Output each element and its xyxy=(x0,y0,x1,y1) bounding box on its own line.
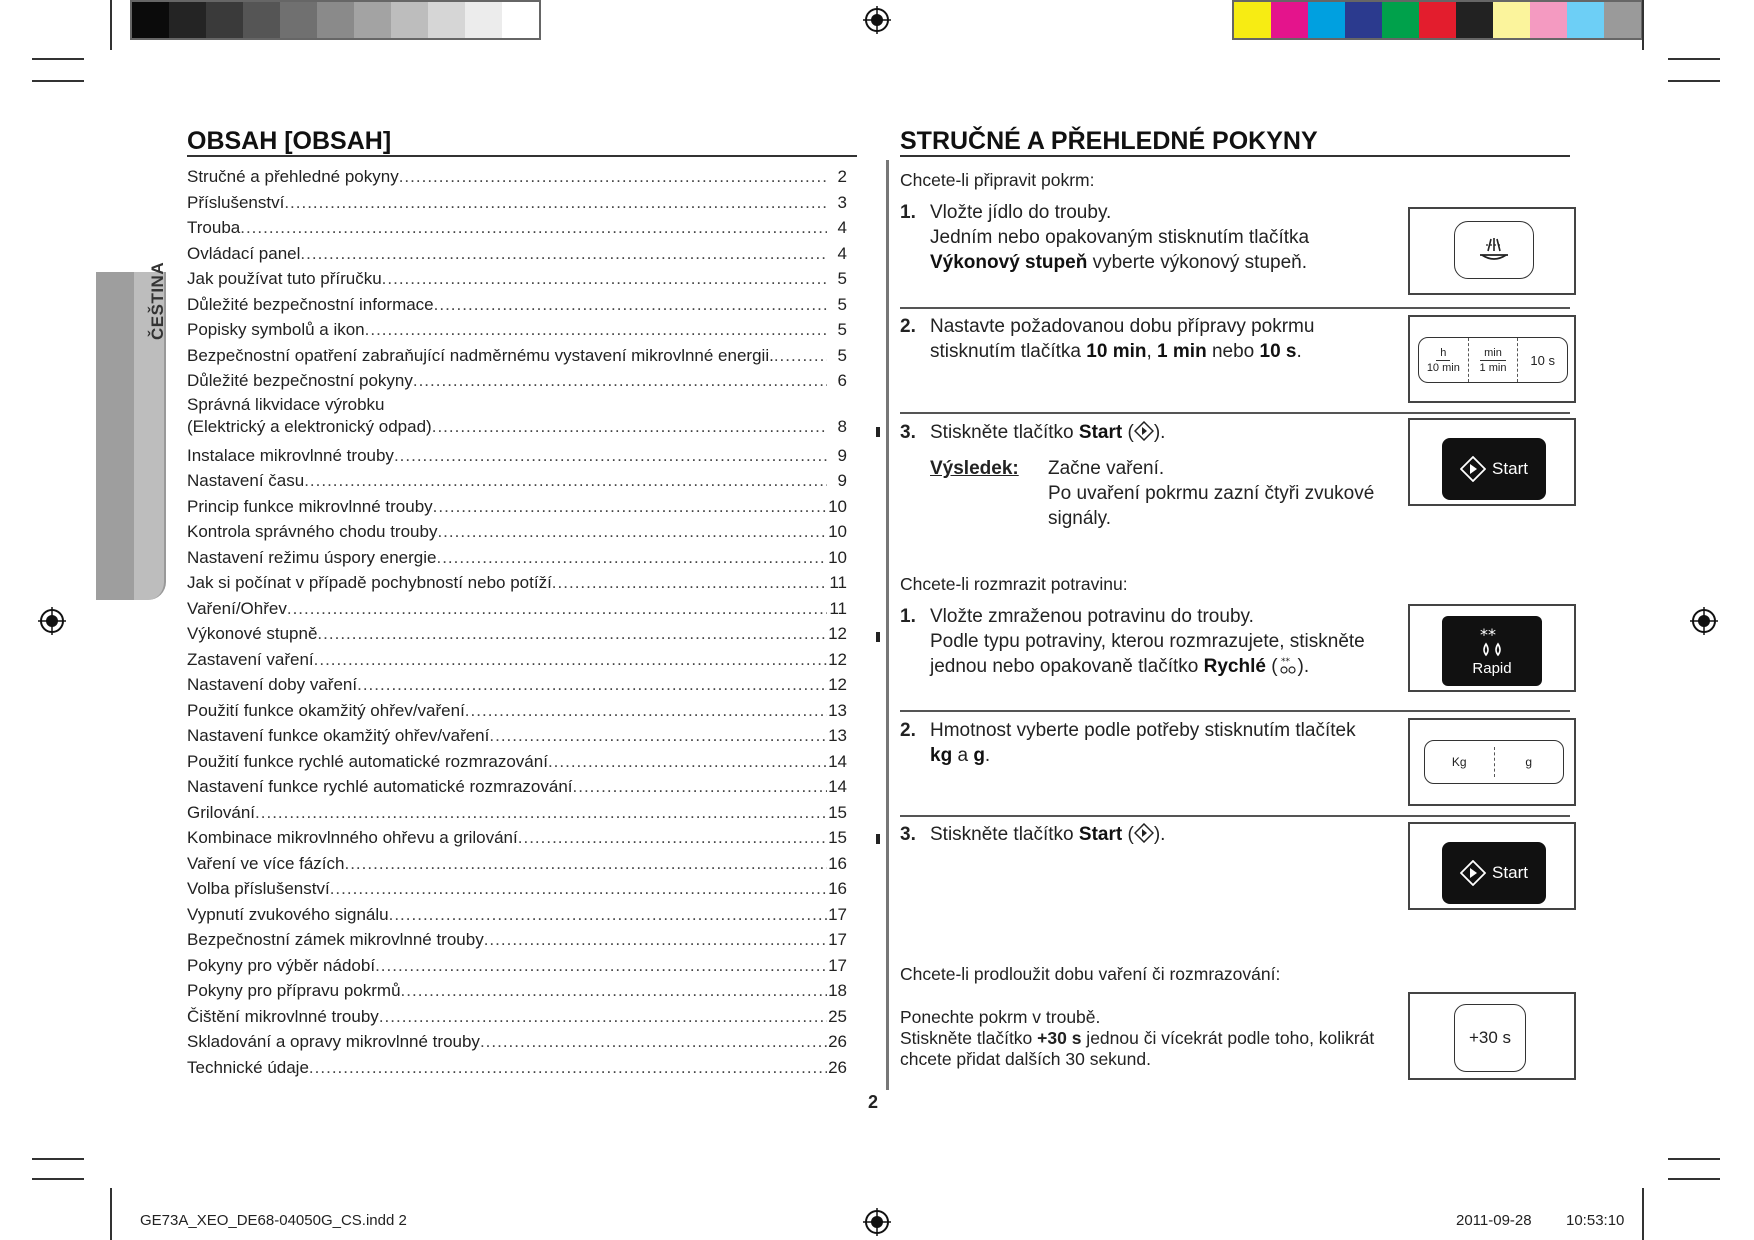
quick-guide-title: STRUČNÉ A PŘEHLEDNÉ POKYNY xyxy=(900,127,1318,155)
start-label: Start xyxy=(1078,422,1123,443)
quick-guide-title-rule xyxy=(900,155,1570,157)
plus30-panel xyxy=(1408,992,1576,1080)
toc-entry-label: Instalace mikrovlnné trouby xyxy=(187,445,394,465)
color-calibration-bar xyxy=(1232,0,1643,40)
crop-mark xyxy=(32,58,84,60)
toc-entry xyxy=(187,825,847,851)
start-label: Start xyxy=(1078,824,1123,845)
toc-leader-dots xyxy=(774,343,827,369)
toc-leader-dots xyxy=(330,876,827,902)
toc-leader-dots xyxy=(465,698,827,724)
toc-entry-label: Popisky symbolů a ikon xyxy=(187,320,365,339)
toc-entry xyxy=(187,621,847,647)
step-text: Jedním nebo opakovaným stisknutím tlačítka xyxy=(930,227,1310,248)
toc-entry-label: Důležité bezpečnostní pokyny xyxy=(187,371,413,390)
toc-entry-label: Nastavení doby vaření xyxy=(187,675,358,694)
color-swatch xyxy=(1530,2,1567,38)
toc-entry-label: Jak používat tuto příručku xyxy=(187,269,382,288)
toc-entry xyxy=(187,292,847,318)
page-number: 2 xyxy=(868,1092,879,1112)
table-of-contents xyxy=(187,164,847,1080)
color-swatch xyxy=(391,2,428,38)
time-buttons xyxy=(1418,337,1568,383)
toc-entry xyxy=(187,443,847,469)
toc-entry xyxy=(187,723,847,749)
toc-entry xyxy=(187,698,847,724)
toc-entry-label: Vaření/Ohřev xyxy=(187,598,287,618)
color-swatch xyxy=(1493,2,1530,38)
toc-entry xyxy=(187,343,847,369)
color-swatch xyxy=(1271,2,1308,38)
toc-entry-label: Jak si počínat v případě pochybností nebo potíží xyxy=(187,573,552,592)
toc-entry-label: Nastavení funkce okamžitý ohřev/vaření xyxy=(187,726,490,745)
crop-mark xyxy=(1642,0,1644,50)
toc-entry-label: Nastavení času xyxy=(187,471,305,490)
toc-leader-dots xyxy=(317,621,827,647)
step-text: ( xyxy=(1122,824,1134,845)
registration-mark-left xyxy=(38,607,66,635)
step-number: 3. xyxy=(900,422,916,443)
color-swatch xyxy=(243,2,280,38)
step-number: 3. xyxy=(900,824,916,845)
toc-entry-page: 5 xyxy=(837,269,847,288)
step-number: 2. xyxy=(900,720,916,741)
toc-entry xyxy=(187,468,847,494)
time-panel xyxy=(1408,315,1576,403)
toc-entry xyxy=(187,1004,847,1030)
color-swatch xyxy=(428,2,465,38)
cook-step-3 xyxy=(900,420,1400,445)
toc-entry-page: 4 xyxy=(837,218,847,237)
toc-entry-page: 9 xyxy=(837,471,847,490)
toc-entry-page: 13 xyxy=(828,726,847,745)
toc-leader-dots xyxy=(375,953,827,979)
step-text: . xyxy=(984,745,991,766)
toc-leader-dots xyxy=(437,519,827,545)
color-swatch xyxy=(317,2,354,38)
toc-entry xyxy=(187,953,847,979)
toc-entry xyxy=(187,519,847,545)
toc-title: OBSAH [OBSAH] xyxy=(187,127,392,155)
toc-leader-dots xyxy=(484,927,827,953)
footer-date: 2011-09-28 xyxy=(1456,1212,1532,1229)
toc-entry xyxy=(187,876,847,902)
margin-marker xyxy=(876,834,880,844)
rapid-panel xyxy=(1408,604,1576,692)
gray-calibration-bar xyxy=(130,0,541,40)
toc-leader-dots xyxy=(394,443,827,469)
defrost-intro: Chcete-li rozmrazit potravinu: xyxy=(900,574,1128,594)
toc-entry xyxy=(187,647,847,673)
registration-mark-bottom xyxy=(863,1208,891,1236)
toc-entry-label: Stručné a přehledné pokyny xyxy=(187,167,399,186)
toc-entry xyxy=(187,190,847,216)
toc-entry-label: Ovládací panel xyxy=(187,243,301,263)
time-1min-label: 1 min xyxy=(1157,341,1207,362)
toc-entry-page: 16 xyxy=(828,879,847,898)
svg-text:**: ** xyxy=(1280,657,1290,667)
toc-leader-dots xyxy=(436,545,827,571)
toc-entry-label: Kombinace mikrovlnného ohřevu a grilování xyxy=(187,828,518,847)
toc-entry-label: Vaření ve více fázích xyxy=(187,853,345,873)
toc-entry xyxy=(187,266,847,292)
toc-leader-dots xyxy=(548,749,827,775)
toc-entry xyxy=(187,215,847,241)
extend-line: Ponechte pokrm v troubě. xyxy=(900,1007,1101,1027)
color-swatch xyxy=(465,2,502,38)
defrost-icon xyxy=(1278,655,1298,675)
toc-entry-label: Trouba xyxy=(187,218,241,237)
toc-entry-page: 26 xyxy=(828,1057,847,1077)
toc-entry-page: 12 xyxy=(828,675,847,694)
registration-mark-right xyxy=(1690,607,1718,635)
toc-entry-page: 5 xyxy=(837,294,847,314)
toc-entry-page: 14 xyxy=(828,777,847,796)
toc-leader-dots xyxy=(432,416,827,438)
plus30-label: +30 s xyxy=(1037,1028,1082,1048)
column-divider xyxy=(886,160,889,1090)
toc-leader-dots xyxy=(314,647,827,673)
g-button: g xyxy=(1525,755,1533,769)
toc-entry-page: 17 xyxy=(828,930,847,949)
toc-entry xyxy=(187,1055,847,1081)
step-text: ). xyxy=(1153,422,1166,443)
toc-entry xyxy=(187,800,847,826)
step-text: Stiskněte tlačítko xyxy=(930,824,1079,845)
step-separator xyxy=(900,307,1570,309)
crop-mark xyxy=(110,0,112,50)
toc-entry-page: 17 xyxy=(828,904,847,924)
color-swatch xyxy=(1419,2,1456,38)
toc-entry-label: Kontrola správného chodu trouby xyxy=(187,522,438,541)
step-text: Nastavte požadovanou dobu přípravy pokrmu stisknutím tlačítka xyxy=(930,316,1315,362)
toc-entry-page: 18 xyxy=(828,981,847,1000)
defrost-icon xyxy=(1475,626,1509,660)
time-1min-button xyxy=(1469,338,1519,382)
toc-leader-dots xyxy=(300,241,827,267)
toc-entry-page: 26 xyxy=(828,1032,847,1051)
toc-entry xyxy=(187,596,847,622)
step-text: , xyxy=(1146,341,1158,362)
toc-entry-label: Důležité bezpečnostní informace xyxy=(187,294,434,314)
toc-entry xyxy=(187,570,847,596)
start-icon xyxy=(1460,860,1486,886)
toc-entry xyxy=(187,368,847,394)
button-label: Rapid xyxy=(1472,659,1512,677)
step-text: Podle typu potraviny, kterou rozmrazujete, stiskněte jednou nebo opakovaně tlačítko xyxy=(930,631,1365,677)
toc-leader-dots xyxy=(304,468,827,494)
step-text: ). xyxy=(1153,824,1166,845)
step-number: 1. xyxy=(900,202,916,223)
toc-entry-label: Nastavení režimu úspory energie xyxy=(187,547,437,567)
footer-time: 10:53:10 xyxy=(1566,1212,1625,1229)
toc-entry-page: 17 xyxy=(828,955,847,975)
start-panel xyxy=(1408,418,1576,506)
toc-entry-page: 13 xyxy=(828,700,847,720)
toc-entry-label: Grilování xyxy=(187,802,256,822)
color-swatch xyxy=(1604,2,1641,38)
power-level-icon xyxy=(1474,233,1514,267)
toc-entry-label: Použití funkce okamžitý ohřev/vaření xyxy=(187,700,465,720)
toc-entry-label: Zastavení vaření xyxy=(187,649,314,669)
toc-entry xyxy=(187,927,847,953)
toc-leader-dots xyxy=(255,800,827,826)
cook-intro: Chcete-li připravit pokrm: xyxy=(900,170,1095,190)
toc-entry-label: Použití funkce rychlé automatické rozmrazování xyxy=(187,751,548,771)
toc-entry-page: 9 xyxy=(837,445,847,465)
language-label: ČEŠTINA xyxy=(148,261,167,340)
color-swatch xyxy=(280,2,317,38)
time-10min-label: 10 min xyxy=(1086,341,1147,362)
toc-entry-label: Příslušenství xyxy=(187,192,285,212)
crop-mark xyxy=(1668,1158,1720,1160)
time-10s-label: 10 s xyxy=(1259,341,1297,362)
step-separator xyxy=(900,815,1570,817)
power-level-panel xyxy=(1408,207,1576,295)
step-text: Vložte zmraženou potravinu do trouby. xyxy=(930,606,1254,627)
toc-leader-dots xyxy=(399,164,827,190)
color-swatch xyxy=(169,2,206,38)
button-label: 1 min xyxy=(1479,361,1507,374)
toc-entry-page: 12 xyxy=(828,624,847,643)
toc-leader-dots xyxy=(401,978,827,1004)
weight-buttons xyxy=(1424,740,1564,784)
step-number: 2. xyxy=(900,316,916,337)
toc-entry xyxy=(187,241,847,267)
toc-entry-page: 4 xyxy=(837,243,847,263)
time-10min-button xyxy=(1419,338,1469,382)
toc-leader-dots xyxy=(309,1055,827,1081)
toc-entry-label: Pokyny pro přípravu pokrmů xyxy=(187,981,401,1000)
toc-entry xyxy=(187,545,847,571)
toc-entry-page: 8 xyxy=(837,416,847,436)
cook-step-1 xyxy=(900,200,1400,275)
toc-entry xyxy=(187,317,847,343)
toc-entry-label: Volba příslušenství xyxy=(187,879,330,898)
toc-entry-label: Správná likvidace výrobku xyxy=(187,394,385,414)
start-icon xyxy=(1134,823,1154,843)
step-text: ( xyxy=(1265,656,1278,677)
toc-leader-dots xyxy=(284,190,827,216)
toc-entry-page: 10 xyxy=(828,547,847,567)
time-10s-button xyxy=(1518,338,1567,382)
svg-text:**: ** xyxy=(1480,625,1496,644)
toc-entry xyxy=(187,774,847,800)
color-swatch xyxy=(1456,2,1493,38)
color-swatch xyxy=(1234,2,1271,38)
toc-entry-label: Princip funkce mikrovlnné trouby xyxy=(187,496,433,516)
toc-leader-dots xyxy=(344,851,827,877)
toc-entry xyxy=(187,672,847,698)
toc-entry xyxy=(187,164,847,190)
color-swatch xyxy=(502,2,539,38)
toc-leader-dots xyxy=(357,672,827,698)
defrost-step-2 xyxy=(900,718,1380,768)
toc-entry-page: 15 xyxy=(828,828,847,847)
start-panel xyxy=(1408,822,1576,910)
button-label: 10 s xyxy=(1530,352,1555,368)
toc-leader-dots xyxy=(518,825,827,851)
step-text: Hmotnost vyberte podle potřeby stisknutím tlačítek xyxy=(930,720,1356,741)
toc-entry xyxy=(187,978,847,1004)
toc-leader-dots xyxy=(573,774,827,800)
start-button xyxy=(1442,842,1546,904)
toc-entry-label: Čištění mikrovlnné trouby xyxy=(187,1006,379,1026)
toc-entry xyxy=(187,851,847,877)
step-number: 1. xyxy=(900,606,916,627)
toc-entry-page: 3 xyxy=(837,192,847,212)
toc-entry xyxy=(187,494,847,520)
crop-mark xyxy=(32,1158,84,1160)
toc-entry-page: 2 xyxy=(837,167,847,186)
toc-entry-page: 5 xyxy=(837,345,847,365)
toc-leader-dots xyxy=(287,596,827,622)
crop-mark xyxy=(1668,80,1720,82)
registration-mark-top xyxy=(863,6,891,34)
toc-entry-label: (Elektrický a elektronický odpad) xyxy=(187,416,432,436)
toc-entry-label: Bezpečnostní zámek mikrovlnné trouby xyxy=(187,930,484,949)
color-swatch xyxy=(1308,2,1345,38)
step-separator xyxy=(900,412,1570,414)
crop-mark xyxy=(110,1188,112,1240)
rapid-defrost-button xyxy=(1442,616,1542,686)
button-label: 10 min xyxy=(1426,361,1460,374)
toc-entry-page: 10 xyxy=(828,522,847,541)
kg-label: kg xyxy=(930,745,953,766)
color-swatch xyxy=(206,2,243,38)
power-level-label: Výkonový stupeň xyxy=(930,252,1088,273)
margin-marker xyxy=(876,632,880,642)
color-swatch xyxy=(132,2,169,38)
kg-button: Kg xyxy=(1425,747,1495,777)
toc-leader-dots xyxy=(552,570,827,596)
extend-line: jednou či vícekrát podle toho, kolikrát chcete přidat dalších 30 sekund. xyxy=(900,1028,1375,1069)
step-text: nebo xyxy=(1206,341,1260,362)
result-text: Po uvaření pokrmu zazní čtyři zvukové signály. xyxy=(1048,483,1375,529)
start-icon xyxy=(1134,421,1154,441)
weight-panel xyxy=(1408,718,1576,806)
toc-entry xyxy=(187,902,847,928)
toc-entry-page: 14 xyxy=(828,751,847,771)
step-text: Vložte jídlo do trouby. xyxy=(930,202,1112,223)
cook-step-2 xyxy=(900,314,1340,364)
result-label: Výsledek: xyxy=(930,458,1019,479)
color-swatch xyxy=(1345,2,1382,38)
button-label: min xyxy=(1480,346,1506,361)
toc-leader-dots xyxy=(433,494,827,520)
toc-entry-label: Technické údaje xyxy=(187,1057,309,1077)
toc-entry-page: 16 xyxy=(828,853,847,873)
toc-entry-page: 5 xyxy=(837,320,847,339)
toc-entry-page: 15 xyxy=(828,802,847,822)
toc-entry-page: 12 xyxy=(828,649,847,669)
button-label: Start xyxy=(1492,863,1528,882)
power-level-button xyxy=(1454,221,1534,279)
toc-leader-dots xyxy=(489,723,827,749)
g-label: g xyxy=(973,745,985,766)
step-text: a xyxy=(952,745,974,766)
start-button xyxy=(1442,438,1546,500)
toc-leader-dots xyxy=(480,1029,827,1055)
toc-leader-dots xyxy=(382,266,827,292)
crop-mark xyxy=(32,80,84,82)
toc-leader-dots xyxy=(434,292,827,318)
color-swatch xyxy=(1382,2,1419,38)
toc-leader-dots xyxy=(389,902,827,928)
rapid-label: Rychlé xyxy=(1203,656,1266,677)
step-text: Stiskněte tlačítko xyxy=(930,422,1079,443)
toc-entry-label: Pokyny pro výběr nádobí xyxy=(187,955,376,975)
toc-entry-page: 11 xyxy=(829,573,847,592)
toc-title-rule xyxy=(187,155,857,157)
toc-entry xyxy=(187,394,847,443)
toc-leader-dots xyxy=(413,368,827,394)
result-text: Začne vaření. xyxy=(1048,458,1165,479)
toc-entry xyxy=(187,749,847,775)
start-icon xyxy=(1460,456,1486,482)
crop-mark xyxy=(1642,1188,1644,1240)
toc-entry-page: 11 xyxy=(829,598,847,618)
defrost-step-3 xyxy=(900,822,1400,847)
crop-mark xyxy=(1668,58,1720,60)
toc-entry-page: 25 xyxy=(828,1006,847,1026)
toc-entry-label: Výkonové stupně xyxy=(187,624,318,643)
toc-entry-page: 10 xyxy=(828,496,847,516)
toc-entry-label: Bezpečnostní opatření zabraňující nadměrnému vystavení mikrovlnné energii. xyxy=(187,345,774,365)
toc-entry-label: Skladování a opravy mikrovlnné trouby xyxy=(187,1032,480,1051)
toc-leader-dots xyxy=(365,317,827,343)
step-text: ( xyxy=(1122,422,1134,443)
toc-entry xyxy=(187,1029,847,1055)
button-label: Start xyxy=(1492,459,1528,478)
toc-entry-page: 6 xyxy=(837,371,847,390)
toc-entry-label: Nastavení funkce rychlé automatické rozmrazování xyxy=(187,777,573,796)
extend-line: Stiskněte tlačítko xyxy=(900,1028,1038,1048)
crop-mark xyxy=(1668,1178,1720,1180)
button-label: h xyxy=(1436,346,1450,361)
step-text: ). xyxy=(1297,656,1310,677)
extend-text xyxy=(900,1007,1380,1070)
toc-leader-dots xyxy=(240,215,827,241)
color-swatch xyxy=(354,2,391,38)
footer-filename: GE73A_XEO_DE68-04050G_CS.indd 2 xyxy=(140,1212,407,1229)
step-text: . xyxy=(1296,341,1302,362)
extend-intro: Chcete-li prodloužit dobu vaření či rozmrazování: xyxy=(900,964,1281,984)
defrost-step-1 xyxy=(900,604,1380,679)
crop-mark xyxy=(32,1178,84,1180)
toc-leader-dots xyxy=(379,1004,827,1030)
margin-marker xyxy=(876,427,880,437)
step-separator xyxy=(900,710,1570,712)
toc-entry-label: Vypnutí zvukového signálu xyxy=(187,904,389,924)
step-text: vyberte výkonový stupeň. xyxy=(1087,252,1307,273)
color-swatch xyxy=(1567,2,1604,38)
plus30-button: +30 s xyxy=(1454,1004,1526,1072)
